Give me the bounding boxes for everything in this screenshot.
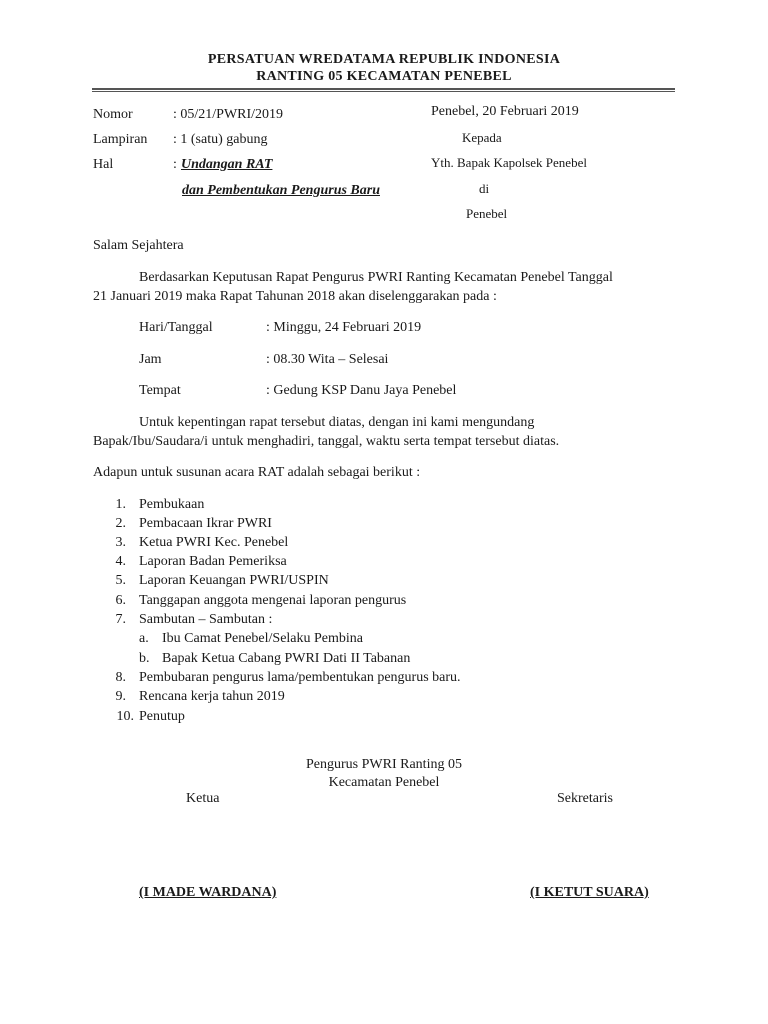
hal-colon: :: [173, 157, 177, 172]
detail-label-tempat: Tempat: [139, 383, 181, 398]
agenda-subitem: Ibu Camat Penebel/Selaku Pembina: [162, 631, 364, 646]
agenda-number: 7.: [115, 612, 126, 627]
detail-label-hari: Hari/Tanggal: [139, 320, 213, 335]
closing-org-line1: Pengurus PWRI Ranting 05: [306, 757, 462, 772]
hal-subject-line1: Undangan RAT: [181, 157, 273, 172]
agenda-item: Pembacaan Ikrar PWRI: [139, 516, 272, 531]
recipient-place: Penebel: [466, 206, 508, 221]
agenda-item: Ketua PWRI Kec. Penebel: [139, 535, 289, 550]
agenda-number: 6.: [115, 593, 126, 608]
agenda-item: Pembubaran pengurus lama/pembentukan pengurus baru.: [139, 670, 461, 685]
lampiran-label: Lampiran: [93, 132, 148, 147]
agenda-number: 5.: [115, 573, 126, 588]
agenda-number: 2.: [115, 516, 126, 531]
agenda-subitem: Bapak Ketua Cabang PWRI Dati II Tabanan: [162, 651, 411, 666]
detail-value-hari: : Minggu, 24 Februari 2019: [266, 320, 422, 335]
ketua-title: Ketua: [186, 791, 220, 806]
nomor-value: : 05/21/PWRI/2019: [173, 107, 284, 122]
detail-value-tempat: : Gedung KSP Danu Jaya Penebel: [266, 383, 457, 398]
para2-line2: Bapak/Ibu/Saudara/i untuk menghadiri, tanggal, waktu serta tempat tersebut diatas.: [93, 434, 560, 449]
agenda-subletter: a.: [139, 631, 149, 646]
agenda-number: 9.: [115, 689, 126, 704]
ketua-name: (I MADE WARDANA): [139, 885, 277, 900]
sekretaris-name: (I KETUT SUARA): [530, 885, 649, 900]
salutation: Salam Sejahtera: [93, 238, 184, 253]
agenda-number: 1.: [115, 497, 126, 512]
kepada: Kepada: [462, 130, 502, 145]
para2-line1: Untuk kepentingan rapat tersebut diatas, dengan ini kami mengundang: [139, 415, 535, 430]
lampiran-value: : 1 (satu) gabung: [173, 132, 268, 147]
agenda-number: 10.: [116, 709, 134, 724]
agenda-number: 3.: [115, 535, 126, 550]
recipient-di: di: [479, 181, 490, 196]
agenda-item: Pembukaan: [139, 497, 205, 512]
sekretaris-title: Sekretaris: [557, 791, 613, 806]
agenda-number: 4.: [115, 554, 126, 569]
agenda-number: 8.: [115, 670, 126, 685]
letter-date: Penebel, 20 Februari 2019: [431, 104, 579, 119]
recipient-name: Yth. Bapak Kapolsek Penebel: [431, 155, 587, 170]
detail-value-jam: : 08.30 Wita – Selesai: [266, 352, 389, 367]
agenda-item: Penutup: [139, 709, 185, 724]
detail-label-jam: Jam: [139, 352, 162, 367]
agenda-item: Tanggapan anggota mengenai laporan pengurus: [139, 593, 407, 608]
agenda-item: Rencana kerja tahun 2019: [139, 689, 285, 704]
agenda-item: Sambutan – Sambutan :: [139, 612, 273, 627]
nomor-label: Nomor: [93, 107, 133, 122]
letterhead-line1: PERSATUAN WREDATAMA REPUBLIK INDONESIA: [207, 52, 561, 67]
agenda-subletter: b.: [139, 651, 150, 666]
header-divider: [92, 88, 675, 92]
agenda-intro: Adapun untuk susunan acara RAT adalah sebagai berikut :: [93, 465, 421, 480]
para1-line2: 21 Januari 2019 maka Rapat Tahunan 2018 akan diselenggarakan pada :: [93, 289, 497, 304]
agenda-item: Laporan Badan Pemeriksa: [139, 554, 287, 569]
letterhead-line2: RANTING 05 KECAMATAN PENEBEL: [256, 69, 512, 84]
agenda-item: Laporan Keuangan PWRI/USPIN: [139, 573, 329, 588]
hal-subject-line2: dan Pembentukan Pengurus Baru: [182, 183, 380, 198]
closing-org-line2: Kecamatan Penebel: [328, 775, 440, 790]
para1-line1: Berdasarkan Keputusan Rapat Pengurus PWRI Ranting Kecamatan Penebel Tanggal: [139, 270, 613, 285]
hal-label: Hal: [93, 157, 114, 172]
